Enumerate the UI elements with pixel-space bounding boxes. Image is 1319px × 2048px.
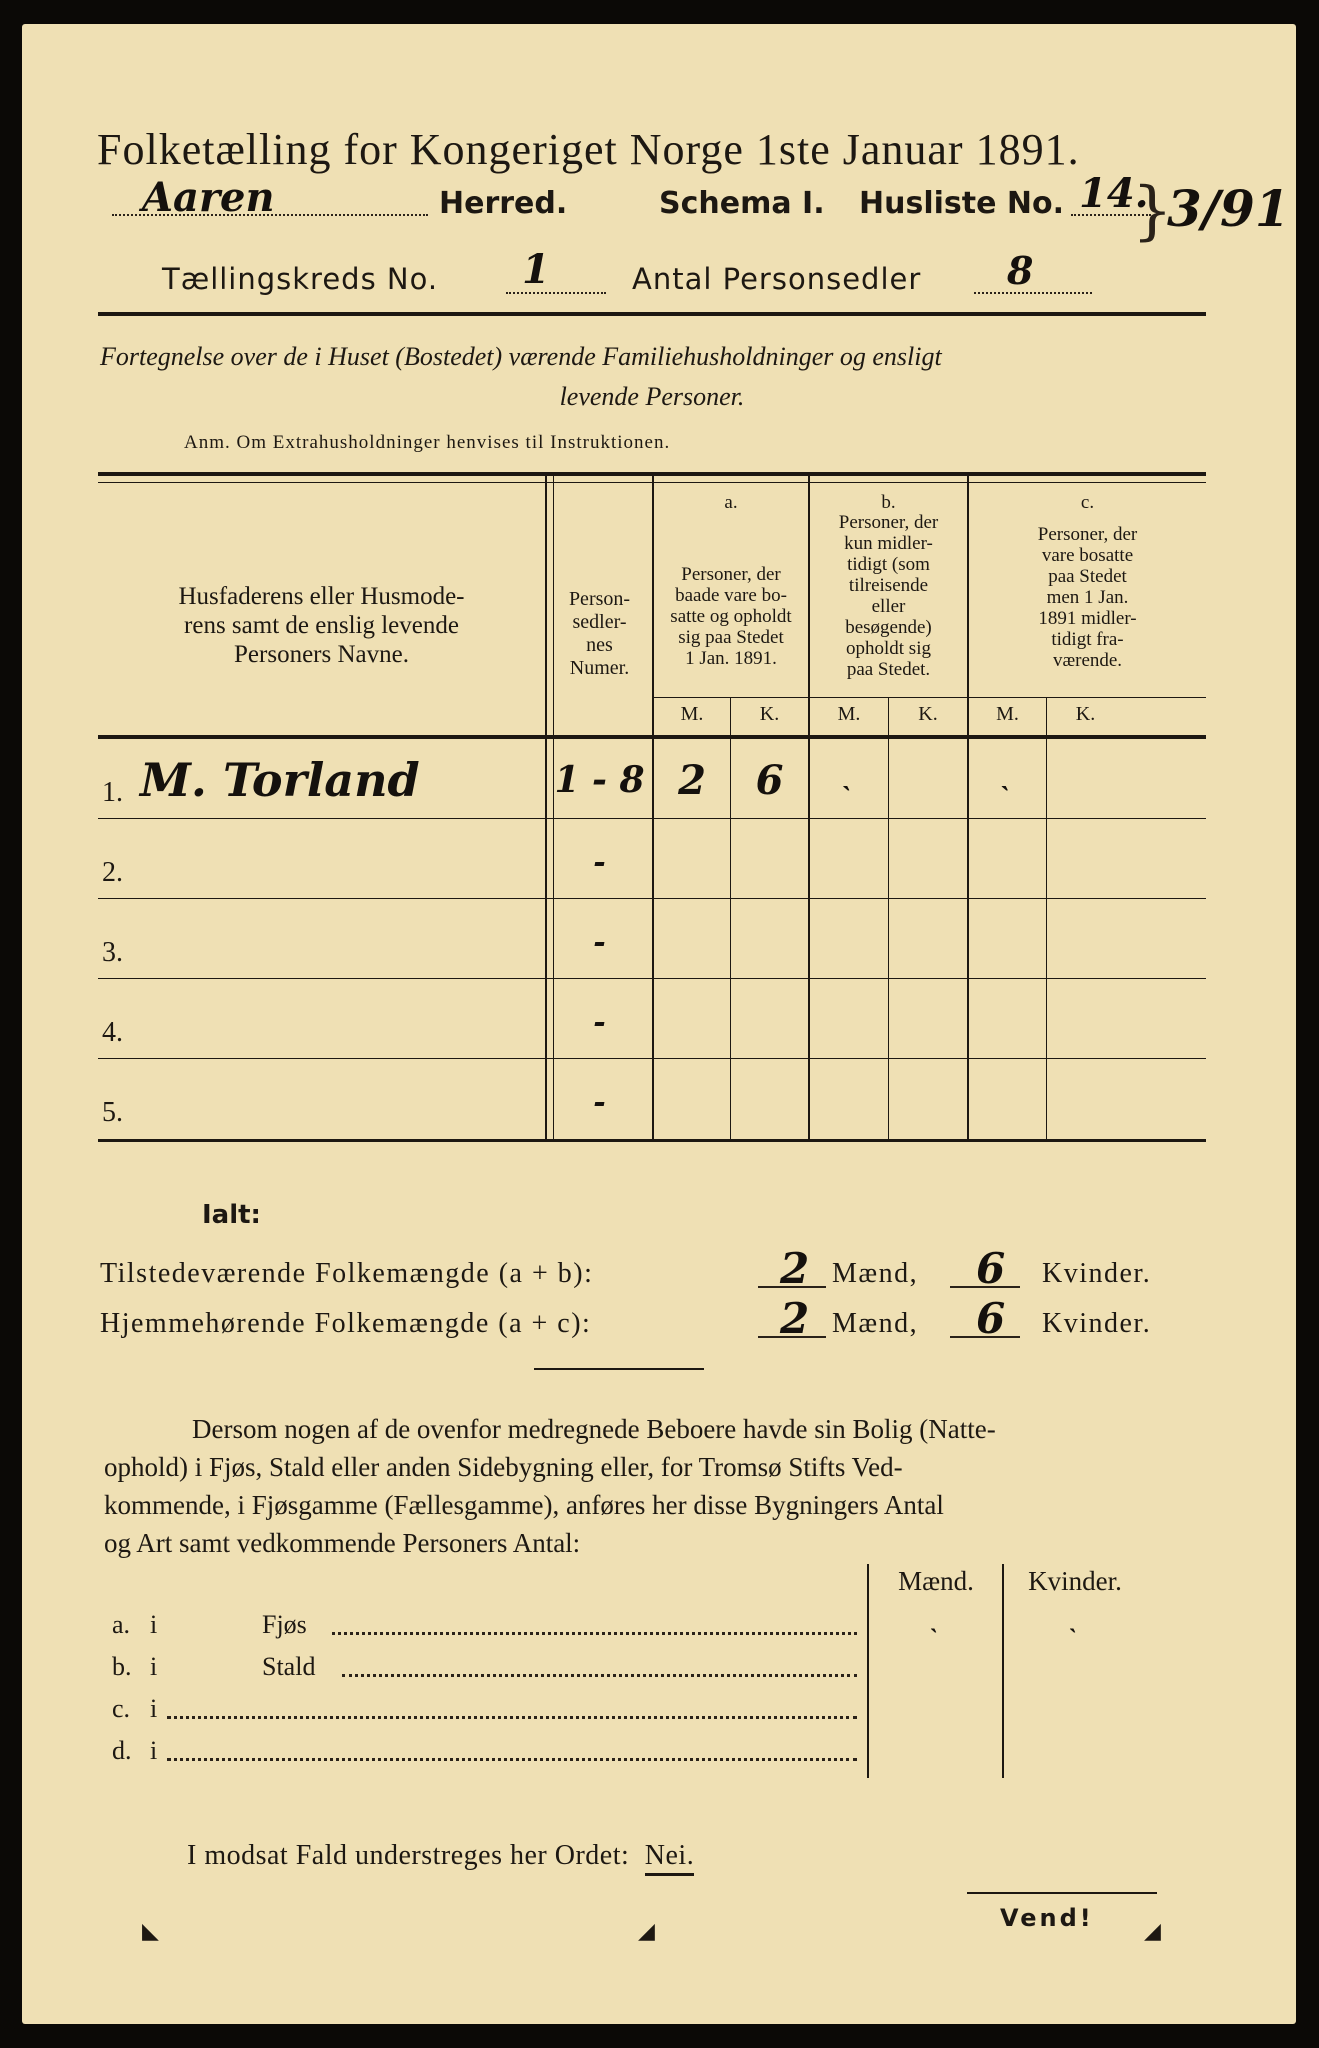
corner-mark-icon: ◢ [1144,1919,1161,1944]
kreds-value: 1 [522,246,550,293]
header-col-a: Personer, der baade vare bo- satte og opholdt sig paa Stedet 1 Jan. 1891. [670,564,792,669]
row-number: 3. [102,937,123,968]
totals-line-2 [100,1294,1210,1344]
row-a-m: 2 [678,757,706,804]
schema-label: Schema I. [659,186,825,221]
totals-2-label: Hjemmehørende Folkemængde (a + c): [100,1308,592,1339]
footer-text: I modsat Fald understreges her Ordet: Nei. [187,1840,694,1872]
header-num-col: Person- sedler- nes Numer. [568,588,631,679]
buildings-fjos-kvinder: ˎ [1070,1604,1080,1634]
totals-2-kvinder-value: 6 [976,1294,1006,1343]
table-row [98,1059,1206,1139]
row-num: - [593,925,606,960]
margin-note: 3/91 [1167,179,1290,238]
table-row [98,979,1206,1059]
row-number: 5. [102,1097,123,1128]
row-number: 4. [102,1017,123,1048]
vend-label: Vend! [1000,1904,1094,1932]
section-divider [534,1368,704,1370]
census-form-sheet [22,24,1296,2024]
buildings-list [112,1606,1212,1786]
sub-b-m: M. [837,703,861,725]
row-number: 2. [102,857,123,888]
sub-b-k: K. [918,703,938,725]
title-rule [98,312,1206,316]
header-col-c: Personer, der vare bosatte paa Stedet men 1 Jan. 1891 midler- tidigt fra- værende. [1037,524,1138,671]
sub-a-k: K. [759,703,780,725]
totals-2-maend-label: Mænd, [832,1308,919,1339]
herred-label: Herred. [439,186,568,221]
header-col-b: Personer, der kun midler- tidigt (som tilreisende eller besøgende) opholdt sig paa Stedet. [838,512,939,680]
antal-label: Antal Personsedler [632,262,922,296]
row-num: 1 - 8 [554,759,645,801]
buildings-row: c. i [112,1690,1212,1730]
sub-c-m: M. [996,703,1019,725]
table-row [98,819,1206,899]
header-name-col: Husfaderens eller Husmode- rens samt de enslig levende Personers Navne. [178,583,465,668]
totals-2-maend-value: 2 [780,1294,810,1343]
intro-line-2: levende Personer. [559,382,745,411]
row-num: - [593,1085,606,1120]
buildings-fjos-maend: ˎ [931,1604,941,1634]
row-a-k: 6 [755,757,784,804]
row-b-m: ˎ [844,757,854,792]
form-title: Folketælling for Kongeriget Norge 1ste Januar 1891. [97,125,1080,174]
row-c-m: ˎ [1002,757,1013,792]
buildings-row: b. i Stald [112,1648,1212,1688]
corner-mark-icon: ◢ [638,1919,655,1944]
footer-word-nei: Nei. [645,1840,694,1876]
herred-value: Aaren [142,174,275,221]
row-number: 1. [102,777,123,808]
row-num: - [593,845,606,880]
kreds-label: Tællingskreds No. [162,262,439,296]
totals-1-label: Tilstedeværende Folkemængde (a + b): [100,1258,594,1289]
header-col-a-letter: a. [724,492,738,513]
buildings-col-maend: Mænd. [898,1566,974,1596]
header-col-b-letter: b. [881,492,896,513]
buildings-col-kvinder: Kvinder. [1028,1566,1122,1596]
household-table [98,472,1206,1172]
antal-value: 8 [1007,248,1034,293]
row-name: M. Torland [140,753,420,807]
margin-brace: } [1132,174,1173,248]
totals-1-kvinder-value: 6 [976,1244,1006,1293]
header-col-c-letter: c. [1080,492,1095,513]
intro-line-1: Fortegnelse over de i Huset (Bostedet) værende Familiehusholdninger og ensligt [100,342,942,371]
table-row [98,739,1206,819]
table-body [98,739,1206,1142]
ialt-label: Ialt: [202,1200,261,1230]
sub-a-m: M. [680,703,704,725]
vend-rule [967,1892,1157,1894]
totals-line-1 [100,1244,1210,1294]
totals-1-kvinder-label: Kvinder. [1042,1258,1152,1289]
table-row [98,899,1206,979]
herred-line [94,170,1224,234]
husliste-label: Husliste No. [859,186,1064,221]
buildings-paragraph: Dersom nogen af de ovenfor medregnede Beboere havde sin Bolig (Natte- ophold) i Fjøs, Stald eller anden Sidebygning eller, for Tromsø Stifts Ved- kommende, i Fjøsgamme (Fællesgamme), anføres her disse Bygningers Antal og Art samt vedkommende Personers Antal: [104,1414,996,1558]
totals-1-maend-value: 2 [780,1244,810,1293]
husliste-value: 14. [1079,170,1149,217]
totals-2-kvinder-label: Kvinder. [1042,1308,1152,1339]
row-num: - [593,1005,606,1040]
corner-mark-icon: ◣ [142,1919,159,1944]
buildings-row: d. i [112,1732,1212,1772]
anm-note: Anm. Om Extrahusholdninger henvises til Instruktionen. [184,432,671,453]
totals-1-maend-label: Mænd, [832,1258,919,1289]
buildings-row: a. i Fjøs ˎ ˎ [112,1606,1212,1646]
sub-c-k: K. [1075,703,1096,725]
